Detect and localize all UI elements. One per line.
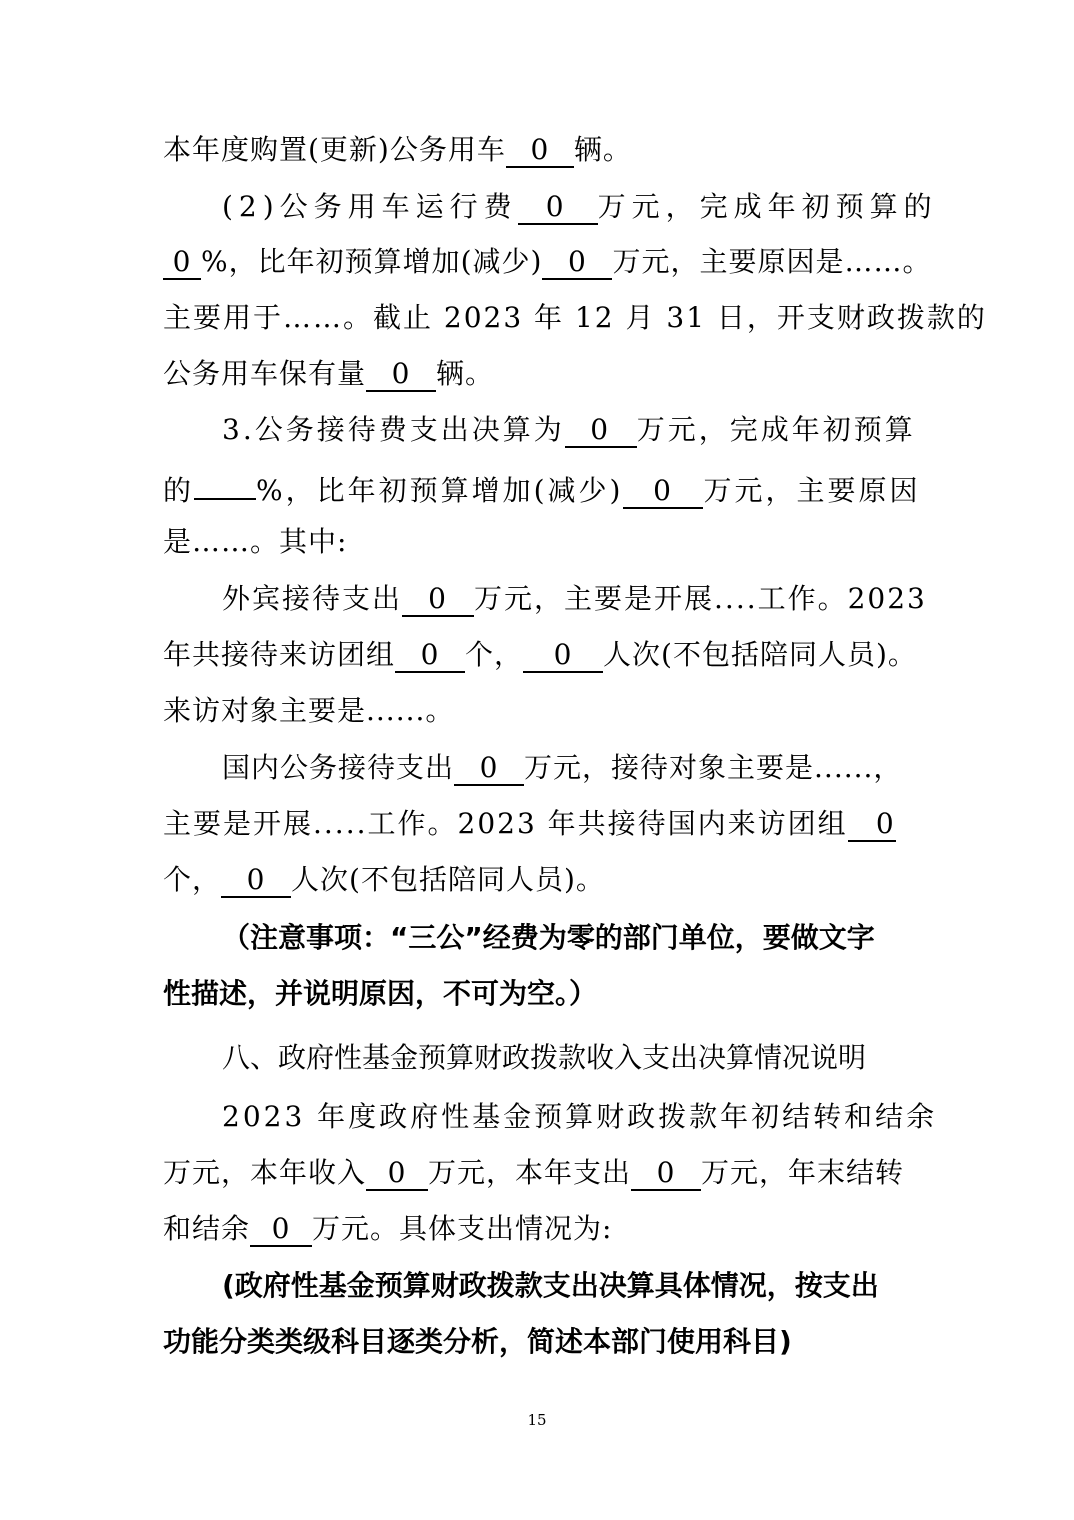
text-line: 3.公务接待费支出决算为 0 万元，完成年初预算 <box>222 413 916 446</box>
text-line: 国内公务接待支出 0 万元，接待对象主要是......， <box>222 751 903 784</box>
text-line: 本年度购置(更新)公务用车 0 辆。 <box>163 133 632 166</box>
text-line: (2)公务用车运行费 0 万元，完成年初预算的 <box>222 190 938 223</box>
text-line: 主要是开展.....工作。2023 年共接待国内来访团组 0 <box>163 807 896 840</box>
text-line: 主要用于……。截止 2023 年 12 月 31 日，开支财政拨款的 <box>163 301 987 334</box>
text-line: 的 %，比年初预算增加(减少) 0 万元，主要原因 <box>163 466 921 506</box>
blank-value: 0 <box>523 639 603 673</box>
blank-value: 0 <box>221 864 291 898</box>
blank-value: 0 <box>631 1157 701 1191</box>
text-line: 是……。其中: <box>163 525 348 558</box>
text-line: 和结余 0 万元。具体支出情况为: <box>163 1212 613 1245</box>
blank-value <box>194 466 256 500</box>
blank-value: 0 <box>454 752 524 786</box>
blank-value: 0 <box>402 583 474 617</box>
blank-value: 0 <box>518 191 598 225</box>
text-line: 2023 年度政府性基金预算财政拨款年初结转和结余 <box>222 1100 938 1133</box>
text-line: 万元，本年收入 0 万元，本年支出 0 万元，年末结转 <box>163 1156 905 1189</box>
blank-value: 0 <box>366 1157 428 1191</box>
text-line: 个， 0 人次(不包括陪同人员)。 <box>163 863 605 896</box>
blank-value: 0 <box>506 134 574 168</box>
section-heading: 八、政府性基金预算财政拨款收入支出决算情况说明 <box>222 1041 867 1074</box>
blank-value: 0 <box>395 639 465 673</box>
text-line: 来访对象主要是......。 <box>163 694 455 727</box>
note-text: （注意事项：“三公”经费为零的部门单位，要做文字 <box>222 921 875 954</box>
note-text: 功能分类类级科目逐类分析，简述本部门使用科目) <box>163 1325 792 1358</box>
page-number: 15 <box>527 1411 547 1429</box>
blank-value: 0 <box>565 414 637 448</box>
blank-value: 0 <box>366 358 436 392</box>
blank-value: 0 <box>163 246 201 280</box>
blank-value: 0 <box>250 1213 312 1247</box>
text-line: 0 %，比年初预算增加(减少) 0 万元，主要原因是……。 <box>163 242 931 282</box>
note-text: (政府性基金预算财政拨款支出决算具体情况，按支出 <box>222 1269 879 1302</box>
blank-value: 0 <box>542 246 612 280</box>
blank-value: 0 <box>623 475 703 509</box>
blank-value: 0 <box>848 808 896 842</box>
text-line: 年共接待来访团组 0 个， 0 人次(不包括陪同人员)。 <box>163 638 917 671</box>
note-text: 性描述，并说明原因，不可为空。） <box>163 977 598 1010</box>
text-line: 公务用车保有量 0 辆。 <box>163 357 495 390</box>
text-line: 外宾接待支出 0 万元，主要是开展....工作。2023 <box>222 582 927 615</box>
